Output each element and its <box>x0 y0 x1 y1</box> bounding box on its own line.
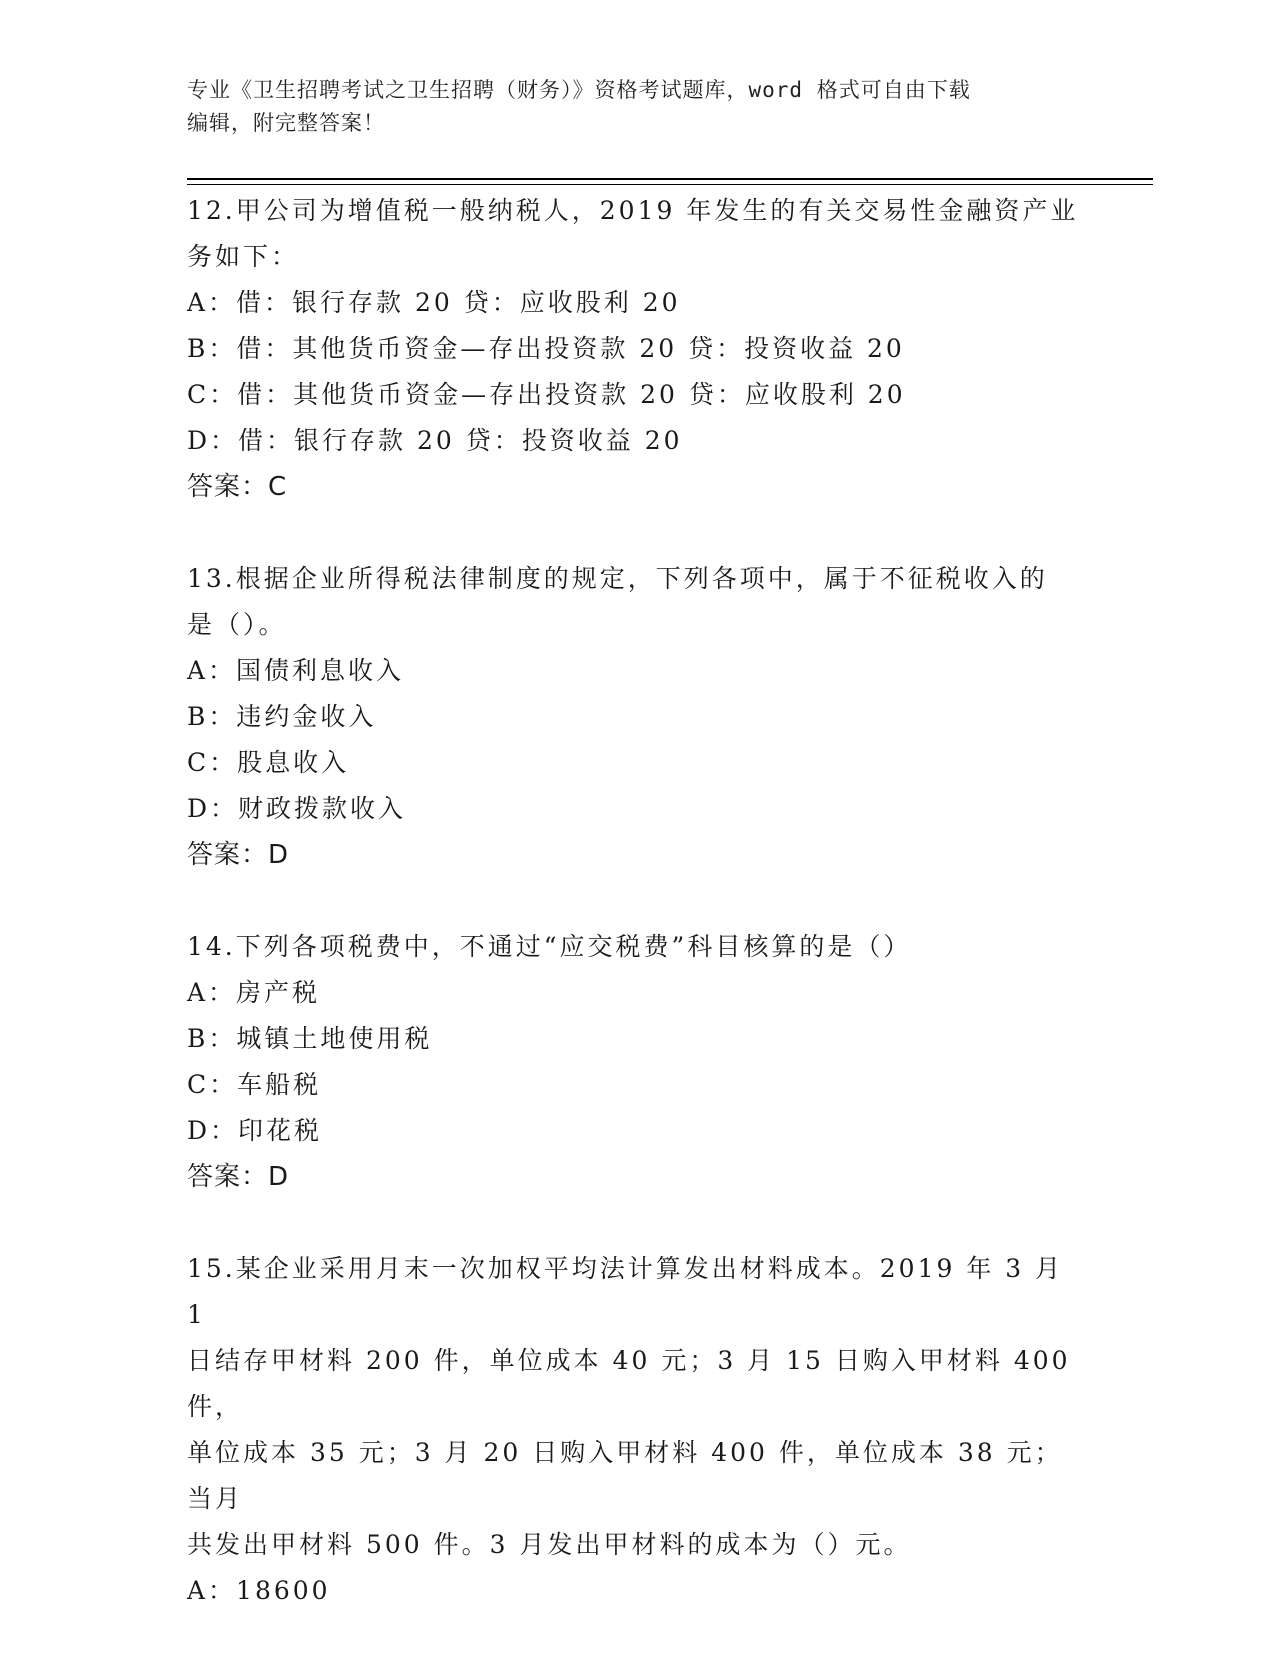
question-list <box>187 188 1087 1660</box>
header-divider <box>187 178 1153 180</box>
question-text: 共发出甲材料 500 件。3 月发出甲材料的成本为（）元。 <box>187 1530 912 1559</box>
option-a: A：18600 <box>187 1576 331 1605</box>
option-c: C：车船税 <box>187 1070 322 1099</box>
option-a: A：国债利息收入 <box>187 656 405 685</box>
question-12 <box>187 188 1087 510</box>
option-b: B：城镇土地使用税 <box>187 1024 433 1053</box>
question-15 <box>187 1246 1087 1614</box>
option-b: B：违约金收入 <box>187 702 377 731</box>
answer-text: 答案：D <box>187 840 290 870</box>
question-text: 单位成本 35 元；3 月 20 日购入甲材料 400 件，单位成本 38 元；当月 <box>187 1438 1063 1513</box>
option-c: C：借：其他货币资金—存出投资款 20 贷：应收股利 20 <box>187 380 906 409</box>
header-divider <box>187 184 1153 185</box>
answer-text: 答案：C <box>187 472 288 502</box>
option-d: D：借：银行存款 20 贷：投资收益 20 <box>187 426 683 455</box>
answer-text: 答案：D <box>187 1162 290 1192</box>
question-text: 15.某企业采用月末一次加权平均法计算发出材料成本。2019 年 3 月 1 <box>187 1254 1064 1329</box>
header-line: 专业《卫生招聘考试之卫生招聘（财务）》资格考试题库，word 格式可自由下载 <box>187 78 971 102</box>
option-a: A：借：银行存款 20 贷：应收股利 20 <box>187 288 681 317</box>
document-header <box>187 74 1087 140</box>
question-text: 12.甲公司为增值税一般纳税人，2019 年发生的有关交易性金融资产业 <box>187 196 1079 225</box>
question-13 <box>187 556 1087 878</box>
question-14 <box>187 924 1087 1200</box>
option-d: D：财政拨款收入 <box>187 794 407 823</box>
question-text: 14.下列各项税费中，不通过“应交税费”科目核算的是（） <box>187 932 912 961</box>
option-b: B：借：其他货币资金—存出投资款 20 贷：投资收益 20 <box>187 334 905 363</box>
question-text: 是（）。 <box>187 610 287 639</box>
option-a: A：房产税 <box>187 978 321 1007</box>
option-c: C：股息收入 <box>187 748 350 777</box>
question-text: 日结存甲材料 200 件，单位成本 40 元；3 月 15 日购入甲材料 400 件， <box>187 1346 1071 1421</box>
question-text: 13.根据企业所得税法律制度的规定，下列各项中，属于不征税收入的 <box>187 564 1048 593</box>
header-line: 编辑，附完整答案！ <box>187 111 385 135</box>
question-text: 务如下： <box>187 242 300 271</box>
option-d: D：印花税 <box>187 1116 323 1145</box>
